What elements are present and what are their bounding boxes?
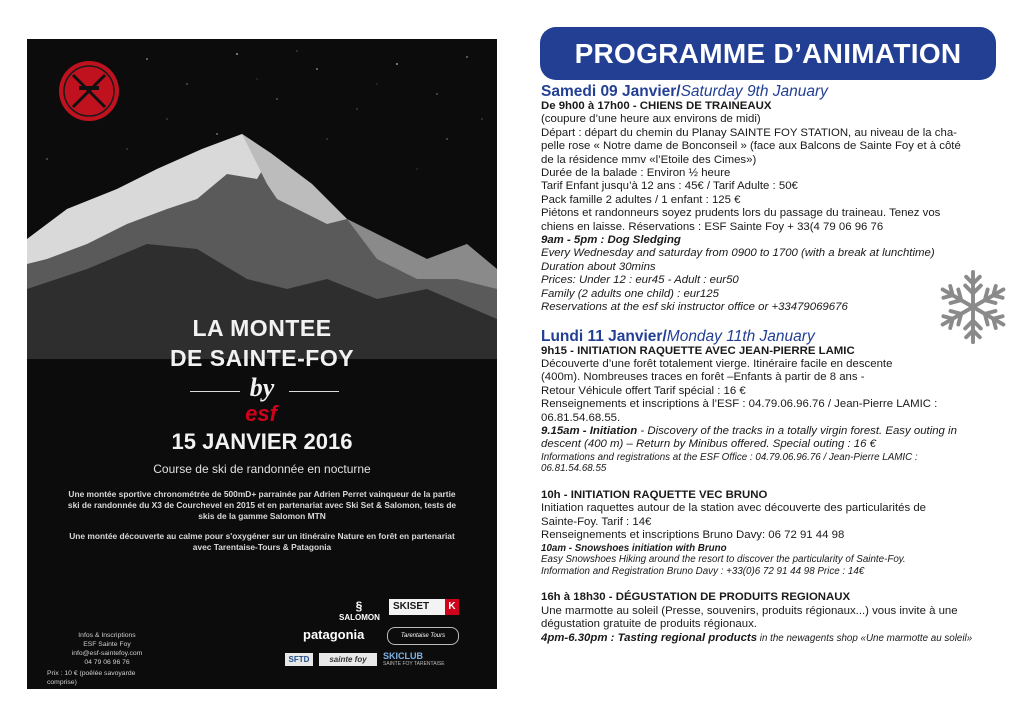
esf-logo bbox=[221, 403, 301, 425]
text-line: 06.81.54.68.55. bbox=[541, 411, 621, 424]
text-line: Départ : départ du chemin du Planay SAINTE FOY STATION, au niveau de la cha- bbox=[541, 126, 957, 139]
act4-en-tail: in the newagents shop «Une marmotte au soleil» bbox=[757, 632, 973, 644]
text-line: Durée de la balade : Environ ½ heure bbox=[541, 167, 731, 180]
info-line: Infos & Inscriptions bbox=[78, 632, 136, 639]
day2-en-first: - Discovery of the tracks in a totally virgin forest. Easy outing in bbox=[637, 424, 957, 437]
text-line: 06.81.54.68.55 bbox=[541, 463, 607, 475]
text-line: Information and Registration Bruno Davy : +33(0)6 72 91 44 98 Price : 14€ bbox=[541, 565, 865, 577]
text-line: de la résidence mmv «l’Etoile des Cimes») bbox=[541, 153, 757, 166]
text-line: descent (400 m) – Return by Minibus offered. Special outing : 16 € bbox=[541, 438, 876, 451]
sainte-foy-logo: sainte foy bbox=[319, 653, 377, 666]
poster-title-line2: DE SAINTE-FOY bbox=[169, 345, 355, 371]
text-line: 9am - 5pm : Dog Sledging bbox=[541, 234, 681, 247]
text-line: 10h - INITIATION RAQUETTE VEC BRUNO bbox=[541, 488, 768, 501]
poster-description-2: Une montée découverte au calme pour s'oxygéner sur un itinéraire Nature en forêt en partenariat avec Tarentaise-Tours & Patagonia bbox=[69, 531, 455, 552]
info-line: 04 79 06 96 76 bbox=[84, 659, 130, 666]
salomon-text: SALOMON bbox=[339, 613, 380, 622]
text-line: Prices: Under 12 : eur45 - Adult : eur50 bbox=[541, 274, 739, 287]
poster-title-line1: LA MONTEE bbox=[192, 315, 332, 341]
day1-title bbox=[541, 84, 996, 100]
sftd-logo: SFTD bbox=[285, 653, 313, 666]
divider bbox=[190, 391, 240, 392]
day2-en-lines bbox=[541, 438, 996, 475]
poster-info bbox=[47, 631, 167, 687]
by-text: by bbox=[249, 373, 275, 402]
text-line: (400m). Nombreuses traces en forêt –Enfants à partir de 8 ans - bbox=[541, 371, 865, 384]
act4-en-head: 4pm-6.30pm : Tasting regional products bbox=[541, 631, 758, 644]
text-line: Informations and registrations at the ESF Office : 04.79.06.96.76 / Jean-Pierre LAMIC : bbox=[541, 451, 918, 463]
event-poster bbox=[27, 39, 497, 689]
skiclub-subtext: SAINTE FOY TARENTAISE bbox=[383, 661, 445, 667]
poster-description-1: Une montée sportive chronométrée de 500mD+ parrainée par Adrien Perret vainqueur de la partie ski de randonnée du X3 de Courchevel en 2015 et en partenariat avec Ski Set & Salomon, tests de skis de la gamme Salomon MTN bbox=[67, 489, 457, 521]
day1-title-en: Saturday 9th January bbox=[680, 83, 828, 100]
day2-en-intro bbox=[541, 425, 996, 438]
text-line: De 9h00 à 17h00 - CHIENS DE TRAINEAUX bbox=[541, 100, 772, 112]
text-line: (coupure d’une heure aux environs de midi) bbox=[541, 113, 761, 126]
skiset-text: SKISET bbox=[393, 601, 430, 612]
text-line: Duration about 30mins bbox=[541, 260, 656, 273]
info-line: ESF Sainte Foy bbox=[83, 641, 131, 648]
skiclub-logo bbox=[383, 651, 453, 671]
programme-banner: PROGRAMME D’ANIMATION bbox=[540, 27, 996, 80]
text-line: Une marmotte au soleil (Presse, souvenirs, produits régionaux...) vous invite à une bbox=[541, 604, 958, 617]
day1-title-fr: Samedi 09 Janvier/ bbox=[541, 83, 681, 100]
text-line: Renseignements et inscriptions Bruno Davy: 06 72 91 44 98 bbox=[541, 529, 845, 542]
text-line: Tarif Enfant jusqu’à 12 ans : 45€ / Tarif Adulte : 50€ bbox=[541, 180, 798, 193]
text-line: Reservations at the esf ski instructor office or +33479069676 bbox=[541, 301, 848, 314]
text-line: Piétons et randonneurs soyez prudents lors du passage du traineau. Tenez vos bbox=[541, 207, 941, 220]
day2-title-fr: Lundi 11 Janvier/ bbox=[541, 327, 667, 345]
salomon-icon: § bbox=[355, 599, 363, 613]
activity4-section bbox=[541, 591, 996, 631]
activity3-section bbox=[541, 489, 996, 577]
day2-title-en: Monday 11th January bbox=[666, 327, 815, 345]
by-row bbox=[27, 373, 497, 407]
text-line: Découverte d’une forêt totalement vierge. Itinéraire facile en descente bbox=[541, 357, 893, 370]
text-line: Easy Snowshoes Hiking around the resort to discover the particularity of Sainte-Foy. bbox=[541, 554, 906, 566]
text-line: Renseignements et inscriptions à l’ESF : 04.79.06.96.76 / Jean-Pierre LAMIC : bbox=[541, 398, 938, 411]
divider bbox=[289, 391, 339, 392]
act4-en-line bbox=[541, 632, 996, 645]
patagonia-logo: patagonia bbox=[303, 627, 365, 642]
poster-date: 15 JANVIER 2016 bbox=[171, 429, 353, 454]
text-line: Family (2 adults one child) : eur125 bbox=[541, 287, 719, 300]
snowflake-icon bbox=[934, 268, 1012, 346]
skiset-logo bbox=[389, 599, 459, 615]
text-line: pelle rose « Notre dame de Bonconseil » (face aux Balcons de Sainte Foy et à côté bbox=[541, 140, 961, 153]
day1-section bbox=[541, 84, 996, 645]
text-line: dégustation gratuite de produits régionaux. bbox=[541, 618, 757, 631]
text-line: Retour Véhicule offert Tarif spécial : 16 € bbox=[541, 384, 746, 397]
esf-logo-text: esf bbox=[245, 403, 277, 425]
day2-lines bbox=[541, 345, 996, 425]
day2-title bbox=[541, 329, 996, 345]
text-line: Initiation raquettes autour de la station avec découverte des particularités de bbox=[541, 502, 926, 515]
text-line: 9h15 - INITIATION RAQUETTE AVEC JEAN-PIERRE LAMIC bbox=[541, 344, 855, 357]
tarentaise-tours-logo: Tarentaise Tours bbox=[387, 627, 459, 645]
poster-price: Prix : 10 € (poêlée savoyarde comprise) bbox=[47, 670, 136, 686]
day2-en-head: 9.15am - Initiation bbox=[541, 424, 638, 437]
info-line: info@esf-saintefoy.com bbox=[71, 650, 143, 657]
text-line: Every Wednesday and saturday from 0900 to 1700 (with a break at lunchtime) bbox=[541, 247, 935, 260]
poster-subtitle: Course de ski de randonnée en nocturne bbox=[153, 462, 371, 476]
day1-lines bbox=[541, 100, 996, 315]
text-line: 10am - Snowshoes initiation with Bruno bbox=[541, 542, 727, 554]
salomon-logo bbox=[339, 599, 379, 622]
text-line: Pack famille 2 adultes / 1 enfant : 125 € bbox=[541, 193, 741, 206]
text-line: chiens en laisse. Réservations : ESF Sainte Foy + 33(4 79 06 96 76 bbox=[541, 220, 884, 233]
text-line: 16h à 18h30 - DÉGUSTATION DE PRODUITS REGIONAUX bbox=[541, 591, 851, 604]
esf-badge-logo bbox=[57, 59, 121, 123]
skiclub-text: SKICLUB bbox=[383, 651, 423, 661]
skiset-k-mark: K bbox=[445, 599, 459, 615]
text-line: Sainte-Foy. Tarif : 14€ bbox=[541, 515, 652, 528]
